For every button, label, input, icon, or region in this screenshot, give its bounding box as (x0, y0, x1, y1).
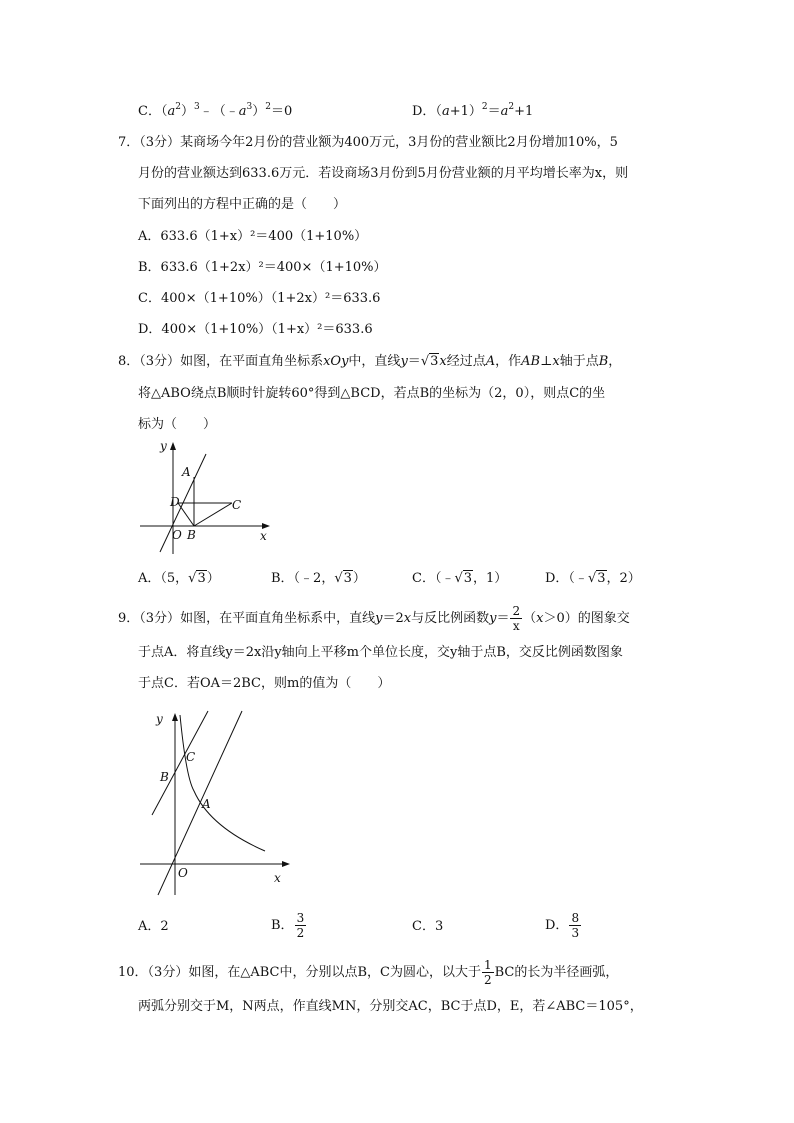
q8-option-c: C．（﹣√3，1） (412, 571, 508, 586)
q7-line-3: 下面列出的方程中正确的是（ ） (138, 197, 347, 212)
q8-label-c: C (232, 498, 242, 512)
q8-label-x: x (260, 529, 267, 543)
q8-option-a: A．（5，√3） (138, 571, 220, 586)
q10-fraction-half: $\frac{1}{2}$ (483, 958, 492, 987)
q9-option-c: C．3 (412, 919, 444, 934)
q9-x-arrow (282, 861, 290, 867)
q8-score: （3分） (139, 354, 181, 369)
q9-line-3: 于点C．若OA＝2BC，则m的值为（ ） (138, 676, 391, 691)
q6-option-c: C．$(a^2)^3﹣(﹣a^3)^2=0$ (138, 101, 293, 119)
q9-label-x: x (274, 871, 281, 885)
q8-number: 8． (118, 354, 140, 369)
q10-score: （3分） (147, 965, 189, 980)
q9-number: 9． (118, 611, 140, 626)
q7-option-a: A．633.6（1+x）²＝400（1+10%） (138, 229, 368, 244)
q9-label-b: B (160, 770, 169, 784)
q8-line-3: 标为（ ） (138, 417, 217, 432)
q10-number: 10． (118, 965, 148, 980)
q9-label-o: O (178, 866, 188, 880)
q7-score: （3分） (139, 135, 181, 150)
q9-line-shifted (152, 711, 208, 815)
q8-y-arrow (170, 442, 176, 450)
q9-line-y-2x (158, 711, 242, 895)
q9-label-c: C (186, 750, 196, 764)
q9-fraction-2-over-x: $\frac{2}{x}$ (512, 604, 521, 633)
q9-label-y: y (156, 712, 163, 726)
q8-option-b: B．（﹣2，√3） (271, 571, 366, 586)
q9-y-arrow (172, 713, 178, 721)
q7-number: 7． (118, 135, 140, 150)
q9-line-2: 于点A．将直线y＝2x沿y轴向上平移m个单位长度，交y轴于点B，交反比例函数图象 (138, 645, 623, 660)
q8-label-a: A (182, 465, 191, 479)
q10-line-1: 10．（3分）如图，在△ABC中，分别以点B，C为圆心，以大于 $\frac{1}{2}$ BC的长为半径画弧， (118, 958, 619, 987)
q9-option-d-fraction: $\frac{8}{3}$ (571, 911, 580, 940)
q8-label-o: O (172, 528, 182, 542)
q8-segment-bd (178, 503, 194, 526)
q9-score: （3分） (139, 611, 181, 626)
q7-option-b: B．633.6（1+2x）²＝400×（1+10%） (138, 260, 387, 275)
q7-text-1: 某商场今年2月份的营业额为400万元，3月份的营业额比2月份增加10%，5 (180, 135, 618, 150)
q9-option-d: D． $\frac{8}{3}$ (545, 911, 580, 940)
q8-segment-bc (194, 503, 232, 526)
q9-option-b: B． $\frac{3}{2}$ (271, 911, 305, 940)
q9-hyperbola (180, 715, 265, 851)
q9-figure (140, 705, 300, 897)
q8-option-d: D．（﹣√3，2） (545, 571, 641, 586)
q8-label-d: D (170, 495, 180, 509)
q9-option-b-fraction: $\frac{3}{2}$ (296, 911, 305, 940)
q8-label-b: B (187, 528, 196, 542)
q9-option-a: A．2 (138, 919, 169, 934)
q6-option-d: D．$(a+1)^2=a^2+1$ (412, 101, 534, 119)
q7-line-1 (118, 133, 618, 153)
q8-line-2: 将△ABO绕点B顺时针旋转60°得到△BCD，若点B的坐标为（2，0），则点C的坐 (138, 386, 606, 401)
q10-line-2: 两弧分别交于M，N两点，作直线MN，分别交AC，BC于点D，E，若∠ABC＝105°， (138, 999, 643, 1014)
q8-line-1: 8．（3分）如图，在平面直角坐标系xOy中，直线y＝√3x经过点A，作AB⊥x轴于点B， (118, 354, 622, 369)
q8-figure (140, 436, 280, 558)
q7-option-d: D．400×（1+10%）（1+x）²＝633.6 (138, 322, 373, 337)
q9-line-1: 9．（3分）如图，在平面直角坐标系中，直线y＝2x与反比例函数y＝ $\frac{2}{x}$ （x＞0）的图象交 (118, 604, 630, 633)
q9-label-a: A (202, 797, 211, 811)
q7-option-c: C．400×（1+10%）（1+2x）²＝633.6 (138, 291, 381, 306)
q7-line-2: 月份的营业额达到633.6万元．若设商场3月份到5月份营业额的月平均增长率为x，则 (138, 166, 629, 181)
q8-label-y: y (160, 439, 167, 453)
